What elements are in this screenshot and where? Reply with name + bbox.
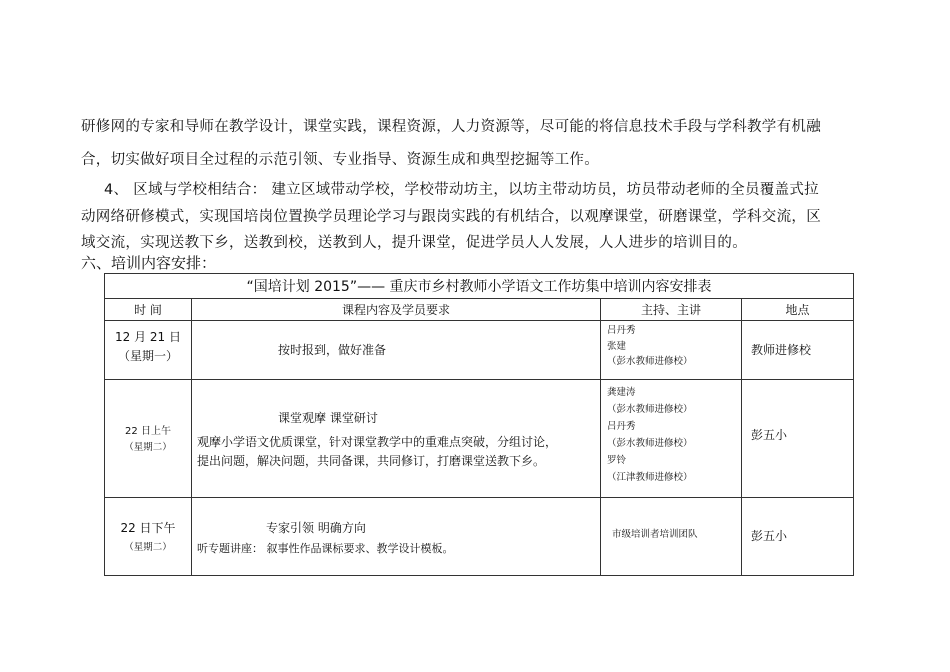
table-row — [105, 498, 854, 576]
place-text: 彭五小 — [751, 529, 788, 543]
training-schedule-table — [104, 273, 854, 576]
content-detail: 提出问题，解决问题，共同备课，共同修订，打磨课堂送教下乡。 — [197, 454, 546, 468]
time-text: 22 日下午 — [120, 521, 176, 535]
time-cell — [105, 321, 192, 380]
host-line: 罗铃 — [607, 455, 627, 466]
content-detail: 观摩小学语文优质课堂，针对课堂教学中的重难点突破，分组讨论， — [197, 435, 558, 449]
time-text: 22 日上午 — [125, 426, 171, 437]
host-cell — [601, 498, 742, 576]
content-detail: 听专题讲座： 叙事性作品课标要求、教学设计模板。 — [197, 542, 454, 555]
weekday-text: （星期二） — [124, 442, 172, 453]
header-host: 主持、主讲 — [601, 299, 742, 321]
time-cell — [105, 380, 192, 498]
weekday-text: （星期二） — [124, 542, 172, 553]
place-cell — [742, 321, 854, 380]
host-line: 吕丹秀 — [607, 421, 636, 432]
place-cell — [742, 498, 854, 576]
host-line: （彭水教师进修校） — [607, 356, 693, 367]
host-cell — [601, 380, 742, 498]
content-cell — [192, 380, 601, 498]
content-title: 按时报到，做好准备 — [278, 343, 387, 357]
section-title: 六、培训内容安排： — [81, 254, 217, 272]
table-row — [105, 321, 854, 380]
header-place: 地点 — [742, 299, 854, 321]
place-cell — [742, 380, 854, 498]
header-time: 时 间 — [105, 299, 192, 321]
table-header-row — [105, 299, 854, 321]
content-title: 专家引领 明确方向 — [266, 521, 366, 535]
host-line: （彭水教师进修校） — [607, 404, 693, 415]
host-line: 龚建涛 — [607, 387, 636, 398]
paragraph-line: 4、 区域与学校相结合： 建立区域带动学校，学校带动坊主，以坊主带动坊员，坊员带动老师的全员覆盖式拉 — [104, 182, 819, 198]
paragraph-line: 动网络研修模式，实现国培岗位置换学员理论学习与跟岗实践的有机结合，以观摩课堂，研磨课堂，学科交流，区 — [81, 209, 821, 225]
header-content: 课程内容及学员要求 — [192, 299, 601, 321]
weekday-text: （星期一） — [117, 349, 178, 363]
paragraph-line: 合，切实做好项目全过程的示范引领、专业指导、资源生成和典型挖掘等工作。 — [81, 152, 599, 168]
content-cell — [192, 321, 601, 380]
table-row — [105, 380, 854, 498]
host-line: （彭水教师进修校） — [607, 438, 693, 449]
table-title: “国培计划 2015”—— 重庆市乡村教师小学语文工作坊集中培训内容安排表 — [105, 274, 854, 299]
host-line: （江津教师进修校） — [607, 472, 693, 483]
host-line: 市级培训者培训团队 — [612, 529, 698, 540]
host-line: 张建 — [607, 340, 627, 352]
place-text: 教师进修校 — [751, 343, 812, 357]
host-cell — [601, 321, 742, 380]
host-line: 吕丹秀 — [607, 325, 636, 336]
paragraph-line: 研修网的专家和导师在教学设计，课堂实践，课程资源，人力资源等，尽可能的将信息技术手段与学科教学有机融 — [81, 119, 821, 135]
time-text: 12 月 21 日 — [115, 330, 181, 344]
content-cell — [192, 498, 601, 576]
place-text: 彭五小 — [751, 428, 788, 442]
table-title-row — [105, 274, 854, 299]
paragraph-line: 域交流，实现送教下乡，送教到校，送教到人，提升课堂，促进学员人人发展，人人进步的培训目的。 — [81, 235, 747, 251]
content-title: 课堂观摩 课堂研讨 — [278, 411, 378, 425]
time-cell — [105, 498, 192, 576]
